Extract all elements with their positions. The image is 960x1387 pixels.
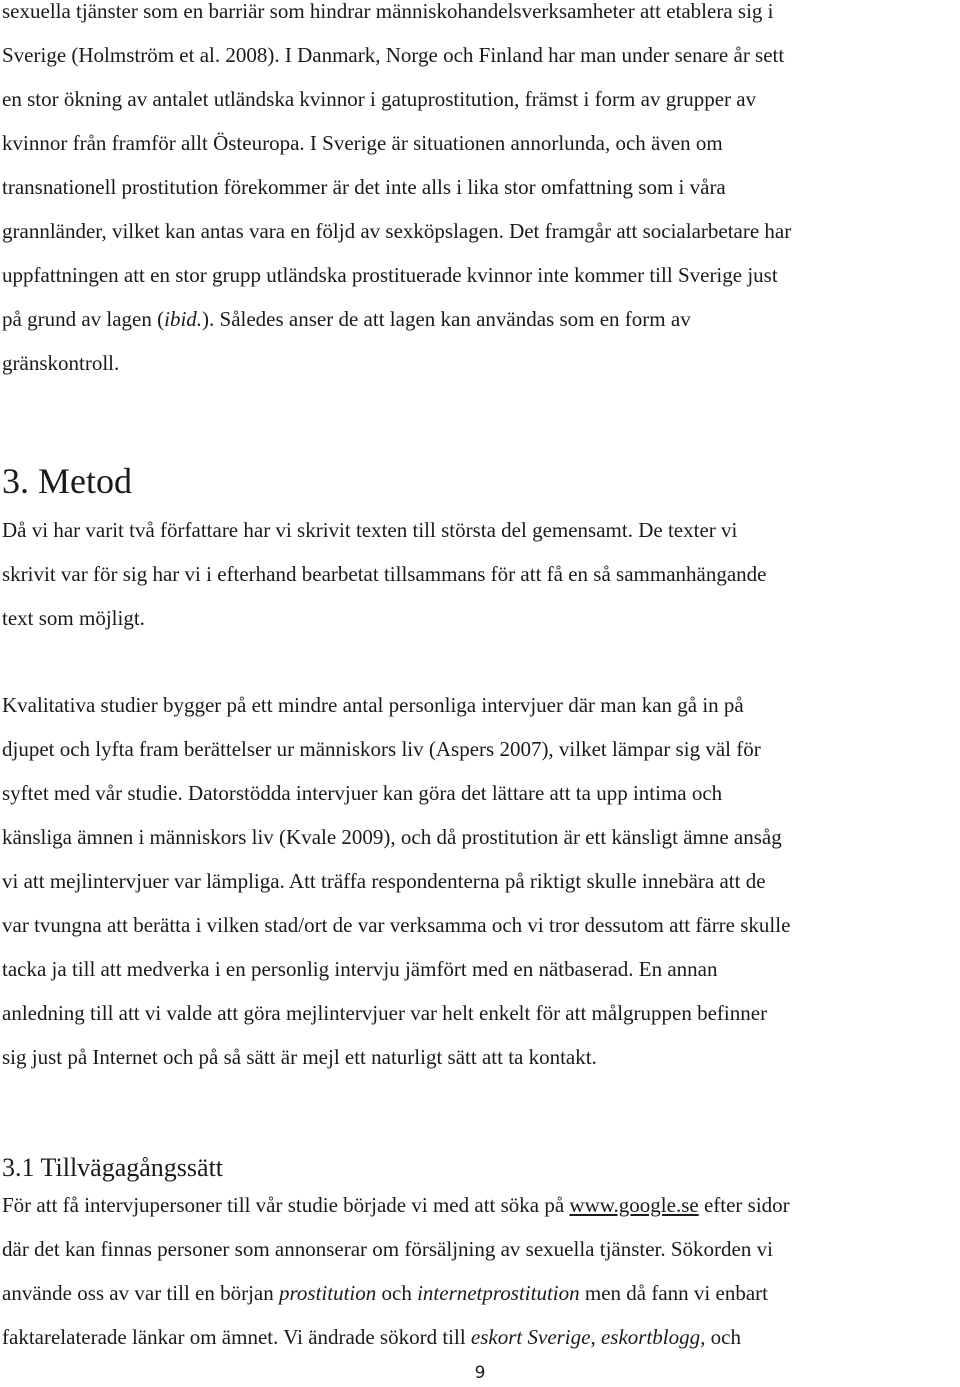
text-line: Sverige (Holmström et al. 2008). I Danmark, Norge och Finland har man under senare år sett xyxy=(2,43,785,67)
tillvagagangssatt-paragraph xyxy=(2,1183,790,1359)
text-line: känsliga ämnen i människors liv (Kvale 2009), och då prostitution är ett känsligt ämne ansåg xyxy=(2,825,782,849)
italic-term: eskortblogg, xyxy=(600,1325,706,1349)
text-line: text som möjligt. xyxy=(2,606,145,630)
text-line: grannländer, vilket kan antas vara en följd av sexköpslagen. Det framgår att socialarbetare har xyxy=(2,219,792,243)
italic-term: prostitution xyxy=(279,1281,377,1305)
metod-paragraph-2 xyxy=(2,683,790,1079)
italic-citation: ibid. xyxy=(164,307,203,331)
text-fragment: faktarelaterade länkar om ämnet. Vi ändrade sökord till xyxy=(2,1325,471,1349)
text-line: vi att mejlintervjuer var lämpliga. Att träffa respondenterna på riktigt skulle innebära att de xyxy=(2,869,766,893)
text-line: Kvalitativa studier bygger på ett mindre antal personliga intervjuer där man kan gå in på xyxy=(2,693,744,717)
text-line xyxy=(2,1183,790,1227)
section-heading-tillvagagangssatt: 3.1 Tillvägagångssätt xyxy=(2,1153,224,1182)
text-fragment: , xyxy=(590,1325,601,1349)
text-fragment: efter sidor xyxy=(698,1193,790,1217)
text-fragment: men då fann vi enbart xyxy=(579,1281,768,1305)
text-line: en stor ökning av antalet utländska kvinnor i gatuprostitution, främst i form av grupper av xyxy=(2,87,757,111)
metod-paragraph-1 xyxy=(2,508,766,640)
text-fragment: och xyxy=(376,1281,418,1305)
text-fragment: För att få intervjupersoner till vår studie började vi med att söka på xyxy=(2,1193,570,1217)
text-line: tacka ja till att medverka i en personlig intervju jämfört med en nätbaserad. En annan xyxy=(2,957,718,981)
text-line: Då vi har varit två författare har vi skrivit texten till största del gemensamt. De texter vi xyxy=(2,518,738,542)
text-line xyxy=(2,1315,790,1359)
text-fragment: och xyxy=(705,1325,741,1349)
text-line: sexuella tjänster som en barriär som hindrar människohandelsverksamheter att etablera sig i xyxy=(2,0,774,23)
text-fragment: ). Således anser de att lagen kan användas som en form av xyxy=(202,307,691,331)
text-line: kvinnor från framför allt Östeuropa. I Sverige är situationen annorlunda, och även om xyxy=(2,131,723,155)
section-heading-metod: 3. Metod xyxy=(2,461,132,501)
text-line xyxy=(2,1271,790,1315)
text-line: där det kan finnas personer som annonserar om försäljning av sexuella tjänster. Sökorden vi xyxy=(2,1237,773,1261)
text-line: syftet med vår studie. Datorstödda intervjuer kan göra det lättare att ta upp intima och xyxy=(2,781,723,805)
page-number: 9 xyxy=(474,1363,486,1383)
text-line xyxy=(2,297,791,341)
text-line: gränskontroll. xyxy=(2,351,120,375)
text-fragment: på grund av lagen ( xyxy=(2,307,165,331)
text-line: uppfattningen att en stor grupp utländska prostituerade kvinnor inte kommer till Sverige just xyxy=(2,263,778,287)
text-fragment: använde oss av var till en början xyxy=(2,1281,279,1305)
text-line: skrivit var för sig har vi i efterhand bearbetat tillsammans för att få en så sammanhängande xyxy=(2,562,767,586)
text-line: djupet och lyfta fram berättelser ur människors liv (Aspers 2007), vilket lämpar sig väl för xyxy=(2,737,761,761)
text-line: var tvungna att berätta i vilken stad/ort de var verksamma och vi tror dessutom att färre skulle xyxy=(2,913,791,937)
intro-paragraph xyxy=(2,0,791,385)
text-line: sig just på Internet och på så sätt är mejl ett naturligt sätt att ta kontakt. xyxy=(2,1045,597,1069)
google-link[interactable]: www.google.se xyxy=(569,1193,699,1217)
text-line: anledning till att vi valde att göra mejlintervjuer var helt enkelt för att målgruppen befinner xyxy=(2,1001,768,1025)
italic-term: internetprostitution xyxy=(417,1281,580,1305)
text-line: transnationell prostitution förekommer är det inte alls i lika stor omfattning som i våra xyxy=(2,175,726,199)
italic-term: eskort Sverige xyxy=(470,1325,591,1349)
